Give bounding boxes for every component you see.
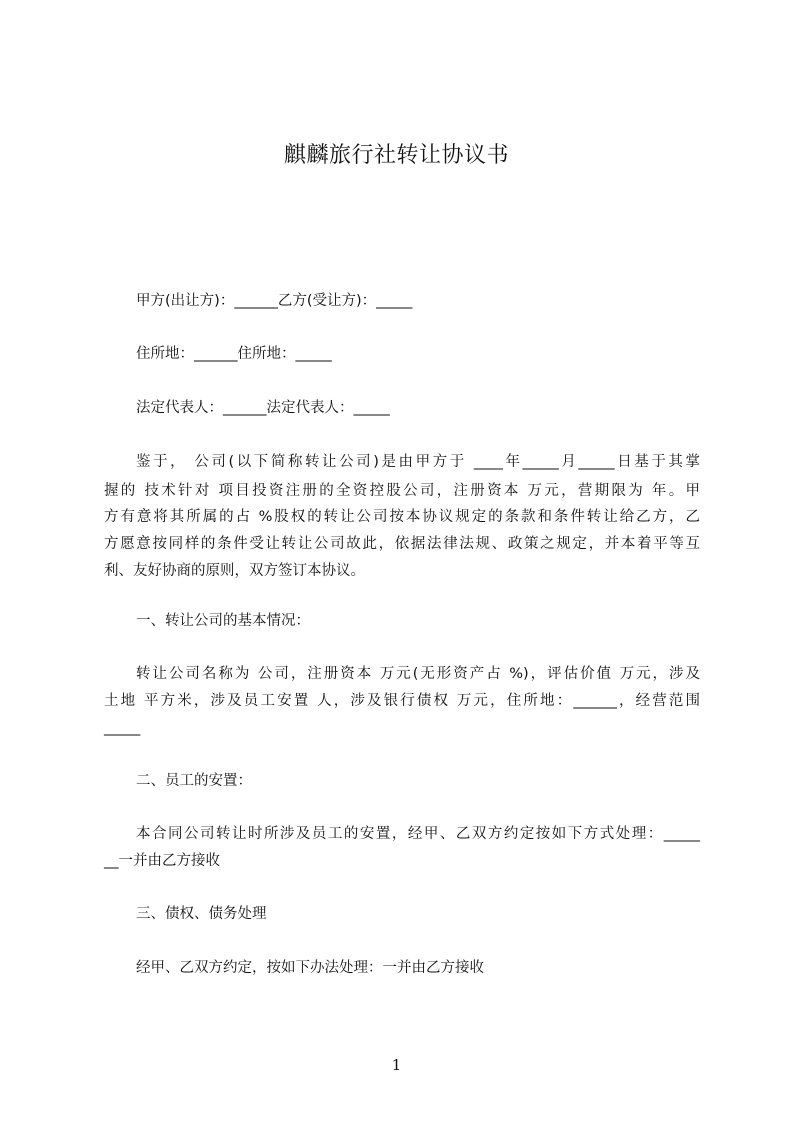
page-number: 1 [391, 1056, 402, 1074]
preamble-line-1: 鉴于， 公司(以下简称转让公司)是由甲方于 ____年_____月_____日基于其掌 [136, 454, 700, 470]
section-3-body: 经甲、乙双方约定，按如下办法处理：一并由乙方接收 [136, 960, 484, 976]
preamble-line-4: 方愿意按同样的条件受让转让公司故此，依据法律法规、政策之规定，并本着平等互 [104, 536, 700, 552]
section-1-line-3: _____ [104, 720, 141, 736]
document-title: 麒麟旅行社转让协议书 [283, 143, 509, 168]
party-line: 甲方(出让方)：______乙方(受让方)：_____ [136, 293, 413, 309]
preamble-line-3: 方有意将其所属的占 %股权的转让公司按本协议规定的条款和条件转让给乙方，乙 [104, 509, 700, 525]
section-2-heading: 二、员工的安置： [136, 773, 252, 789]
section-1-line-1: 转让公司名称为 公司，注册资本 万元(无形资产占 %)，评估价值 万元，涉及 [136, 666, 700, 682]
address-line: 住所地：______住所地：_____ [136, 346, 332, 362]
section-1-line-2: 土地 平方米，涉及员工安置 人，涉及银行债权 万元，住所地：______，经营范围 [104, 693, 700, 709]
section-2-line-1: 本合同公司转让时所涉及员工的安置，经甲、乙双方约定按如下方式处理：_____ [136, 826, 700, 842]
preamble-line-2: 握的 技术针对 项目投资注册的全资控股公司，注册资本 万元，营期限为 年。甲 [104, 483, 700, 499]
legal-rep-line: 法定代表人：______法定代表人：_____ [136, 400, 390, 416]
section-1-heading: 一、转让公司的基本情况： [136, 613, 310, 629]
section-3-heading: 三、债权、债务处理 [136, 906, 267, 922]
preamble-line-5: 利、友好协商的原则，双方签订本协议。 [104, 563, 365, 579]
section-2-line-2: __一并由乙方接收 [104, 853, 220, 869]
